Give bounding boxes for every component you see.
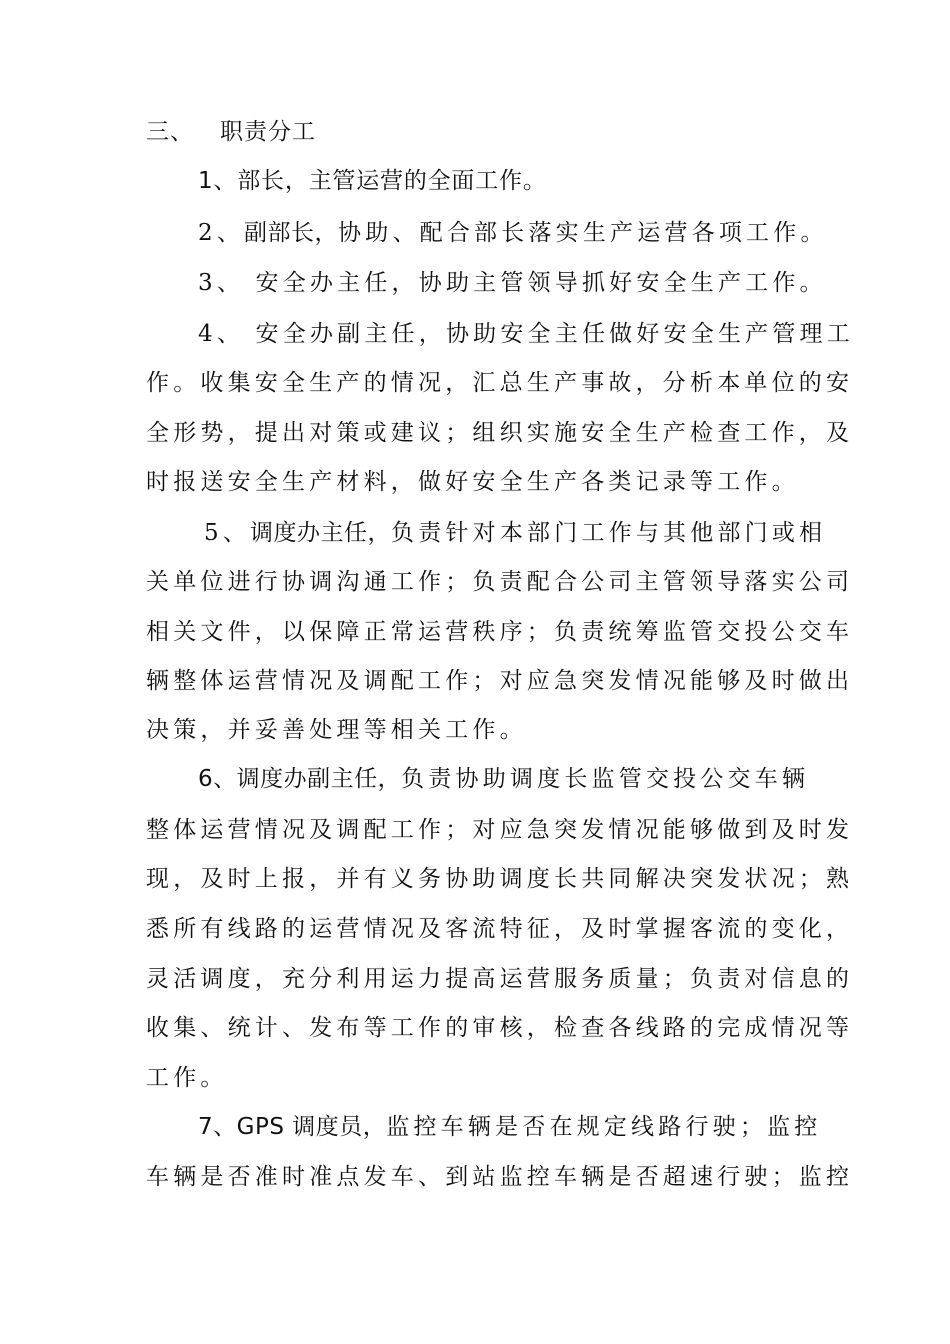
item-3-text: 3、 安全办主任，协助主管领导抓好安全生产工作。 — [198, 270, 827, 296]
item-5-text-4: 辆整体运营情况及调配工作；对应急突发情况能够及时做出 — [146, 668, 854, 694]
item-7-text-2: 车辆是否准时准点发车、到站监控车辆是否超速行驶；监控 — [146, 1164, 854, 1190]
item-4-text-4: 时报送安全生产材料，做好安全生产各类记录等工作。 — [146, 469, 799, 495]
item-5-text-3: 相关文件，以保障正常运营秩序；负责统筹监管交投公交车 — [146, 619, 854, 645]
item-6-text-4: 悉所有线路的运营情况及客流特征，及时掌握客流的变化， — [146, 916, 854, 942]
item-4-line-1 — [198, 319, 854, 349]
item-6-desc: 负责协助调度长监管交投公交车辆 — [401, 766, 810, 792]
item-6-line-6 — [146, 1013, 853, 1043]
item-5-line-3 — [146, 617, 853, 647]
section-number: 三、 — [146, 119, 194, 145]
item-6-text-5: 灵活调度，充分利用运力提高运营服务质量；负责对信息的 — [146, 966, 854, 992]
item-6-line-4 — [146, 914, 853, 944]
item-5-number: 5、 — [204, 520, 251, 546]
item-7-lead: 7、GPS 调度员， — [198, 1114, 387, 1140]
item-1-text: 1、部长，主管运营的全面工作。 — [198, 168, 547, 194]
item-6-text-6: 收集、统计、发布等工作的审核，检查各线路的完成情况等 — [146, 1015, 854, 1041]
item-3 — [198, 268, 827, 298]
item-6-text-3: 现，及时上报，并有义务协助调度长共同解决突发状况；熟 — [146, 866, 854, 892]
item-7-desc: 监控车辆是否在规定线路行驶；监控 — [386, 1114, 822, 1140]
item-6-line-3 — [146, 864, 853, 894]
item-6-text-7: 工作。 — [146, 1065, 228, 1091]
item-2-number: 2、 — [198, 220, 245, 246]
item-4-text-1: 4、 安全办副主任，协助安全主任做好安全生产管理工 — [198, 321, 854, 347]
item-2-desc: 协助、配合部长落实生产运营各项工作。 — [338, 220, 828, 246]
item-6-line-7 — [146, 1063, 228, 1093]
section-title: 职责分工 — [220, 119, 316, 145]
item-5-desc: 负责针对本部门工作与其他部门或相 — [391, 520, 827, 546]
item-2-role: 副部长， — [244, 220, 339, 246]
item-2 — [198, 218, 828, 248]
item-4-line-3 — [146, 418, 853, 448]
item-4-text-2: 作。收集安全生产的情况，汇总生产事故，分析本单位的安 — [146, 370, 854, 396]
item-5-text-5: 决策，并妥善处理等相关工作。 — [146, 717, 527, 743]
item-5-line-5 — [146, 715, 527, 745]
item-6-line-2 — [146, 815, 853, 845]
item-6-text-2: 整体运营情况及调配工作；对应急突发情况能够做到及时发 — [146, 817, 854, 843]
item-6-line-1 — [198, 764, 809, 794]
item-4-text-3: 全形势，提出对策或建议；组织实施安全生产检查工作，及 — [146, 420, 854, 446]
item-5-line-4 — [146, 666, 853, 696]
item-5-text-2: 关单位进行协调沟通工作；负责配合公司主管领导落实公司 — [146, 569, 854, 595]
item-1 — [198, 166, 547, 196]
item-4-line-2 — [146, 368, 853, 398]
item-6-line-5 — [146, 964, 853, 994]
section-heading — [146, 117, 316, 147]
item-7-line-1 — [198, 1112, 821, 1142]
item-6-lead: 6、调度办副主任， — [198, 766, 402, 792]
item-5-role: 调度办主任， — [250, 520, 392, 546]
item-7-line-2 — [146, 1162, 853, 1192]
item-5-line-1 — [204, 518, 826, 548]
item-5-line-2 — [146, 567, 853, 597]
item-4-line-4 — [146, 467, 799, 497]
